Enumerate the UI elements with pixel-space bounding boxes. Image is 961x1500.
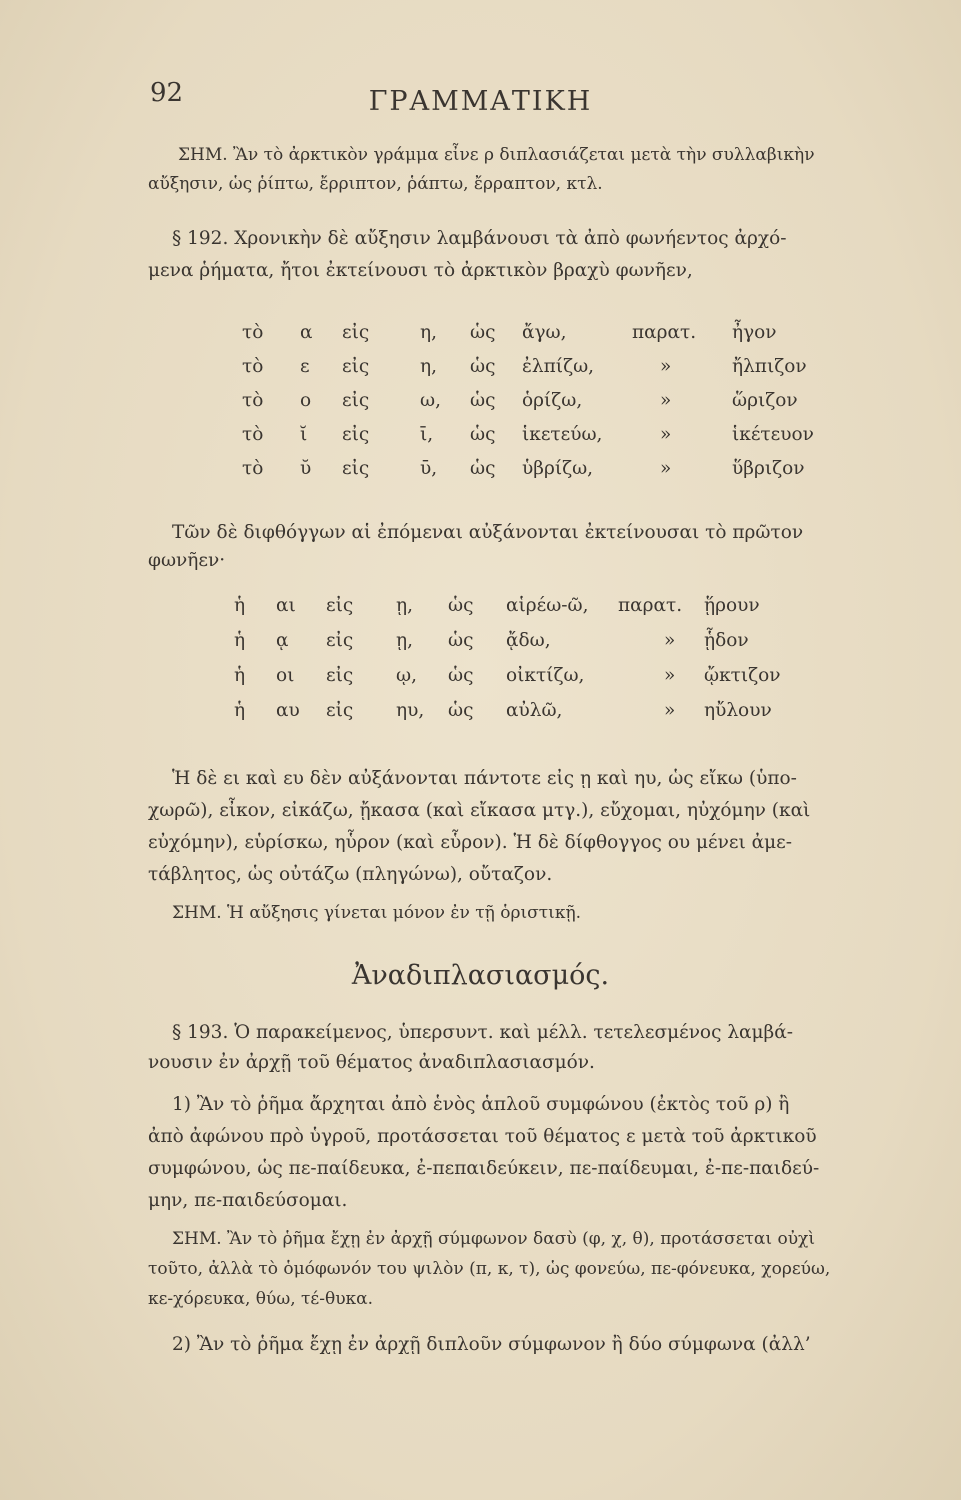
- note-1-line-2: αὔξησιν, ὡς ῥίπτω, ἔρριπτον, ῥάπτω, ἔρραπτον, κτλ.: [148, 174, 603, 194]
- note-3-line-2: τοῦτο, ἀλλὰ τὸ ὁμόφωνόν του ψιλὸν (π, κ, τ), ὡς φονεύω, πε-φόνευκα, χορεύω,: [148, 1259, 831, 1279]
- section-193-line-2: νουσιν ἐν ἀρχῇ τοῦ θέματος ἀναδιπλασιασμόν.: [148, 1052, 595, 1073]
- paragraph-ei-line-3: εὐχόμην), εὑρίσκω, ηὗρον (καὶ εὗρον). Ἡ δὲ δίφθογγος ου μένει ἀμε-: [148, 832, 792, 853]
- item-1-line-2: ἀπὸ ἀφώνου πρὸ ὑγροῦ, προτάσσεται τοῦ θέματος ε μετὰ τοῦ ἀρκτικοῦ: [148, 1126, 817, 1147]
- item-1-line-1: 1) Ἂν τὸ ῥῆμα ἄρχηται ἀπὸ ἑνὸς ἁπλοῦ συμφώνου (ἐκτὸς τοῦ ρ) ἢ: [172, 1094, 790, 1115]
- note-3-line-3: κε-χόρευκα, θύω, τέ-θυκα.: [148, 1289, 374, 1309]
- section-193-line-1: § 193. Ὁ παρακείμενος, ὑπερσυντ. καὶ μέλλ. τετελεσμένος λαμβά-: [172, 1022, 793, 1043]
- paragraph-ei-line-1: Ἡ δὲ ει καὶ ευ δὲν αὐξάνονται πάντοτε εἰς ῃ καὶ ηυ, ὡς εἴκω (ὑπο-: [172, 768, 797, 789]
- paragraph-ei-line-4: τάβλητος, ὡς οὐτάζω (πληγώνω), οὔταζον.: [148, 864, 553, 885]
- page-number: 92: [150, 78, 184, 108]
- diphthong-intro-line-2: φωνῆεν·: [148, 550, 226, 571]
- note-2: ΣΗΜ. Ἡ αὔξησις γίνεται μόνον ἐν τῇ ὁριστικῇ.: [172, 903, 582, 923]
- note-1-line-1: ΣΗΜ. Ἂν τὸ ἀρκτικὸν γράμμα εἶνε ρ διπλασιάζεται μετὰ τὴν συλλαβικὴν: [178, 145, 815, 165]
- book-page: 92 ΓΡΑΜΜΑΤΙΚΗ ΣΗΜ. Ἂν τὸ ἀρκτικὸν γράμμα εἶνε ρ διπλασιάζεται μετὰ τὴν συλλαβικὴν αὔξησιν, ὡς ῥίπτω, ἔρριπτον, ῥάπτω, ἔρραπτον, κτλ. § 192. Χρονικὴν δὲ αὔξησιν λαμβάνουσι τὰ ἀπὸ φωνήεντος ἀρχό- μενα ῥήματα, ἤτοι ἐκτείνουσι τὸ ἀρκτικὸν βραχὺ φωνῆεν, τὸ α εἰς η, ὡς ἄγω, παρατ. ἦγον τὸ ε εἰς η, ὡς ἐλπίζω, » ἤλπιζον τὸ ο εἰς ω, ὡς ὁρίζω, » ὥριζον τὸ ῐ εἰς ῑ, ὡς ἱκετεύω, » ἱκέτευον τὸ ῠ εἰς ῡ, ὡς ὑβρίζω, » ὕβριζον Τῶν δὲ διφθόγγων αἱ ἐπόμεναι αὐξάνονται ἐκτείνουσαι τὸ πρῶτον φωνῆεν· ἡ αι εἰς ῃ, ὡς αἱρέω-ῶ, παρατ. ᾕρουν ἡ ᾳ εἰς ῃ, ὡς ᾄδω, » ᾗδον ἡ οι εἰς ῳ, ὡς οἰκτίζω, » ᾤκτιζον ἡ αυ εἰς ηυ, ὡς αὐλῶ, » ηὔλουν Ἡ δὲ ει καὶ ευ δὲν αὐξάνονται πάντοτε εἰς ῃ καὶ ηυ, ὡς εἴκω (ὑπο- χωρῶ), εἶκον, εἰκάζω, ᾔκασα (καὶ εἴκασα μτγ.), εὔχομαι, ηὐχόμην (καὶ εὐχόμην), εὑρίσκω, ηὗρον (καὶ εὗρον). Ἡ δὲ δίφθογγος ου μένει ἀμε- τάβλητος, ὡς οὐτάζω (πληγώνω), οὔταζον. ΣΗΜ. Ἡ αὔξησις γίνεται μόνον ἐν τῇ ὁριστικῇ. Ἀναδιπλασιασμός. § 193. Ὁ παρακείμενος, ὑπερσυντ. καὶ μέλλ. τετελεσμένος λαμβά- νουσιν ἐν ἀρχῇ τοῦ θέματος ἀναδιπλασιασμόν. 1) Ἂν τὸ ῥῆμα ἄρχηται ἀπὸ ἑνὸς ἁπλοῦ συμφώνου (ἐκτὸς τοῦ ρ) ἢ ἀπὸ ἀφώνου πρὸ ὑγροῦ, προτάσσεται τοῦ θέματος ε μετὰ τοῦ ἀρκτικοῦ συμφώνου, ὡς πε-παίδευκα, ἐ-πεπαιδεύκειν, πε-παίδευμαι, ἐ-πε-παιδεύ- μην, πε-παιδεύσομαι. ΣΗΜ. Ἂν τὸ ῥῆμα ἔχῃ ἐν ἀρχῇ σύμφωνον δασὺ (φ, χ, θ), προτάσσεται οὐχὶ τοῦτο, ἀλλὰ τὸ ὁμόφωνόν του ψιλὸν (π, κ, τ), ὡς φονεύω, πε-φόνευκα, χορεύω, κε-χόρευκα, θύω, τέ-θυκα. 2) Ἂν τὸ ῥῆμα ἔχῃ ἐν ἀρχῇ διπλοῦν σύμφωνον ἢ δύο σύμφωνα (ἀλλ’: [0, 0, 961, 1500]
- running-title: ΓΡΑΜΜΑΤΙΚΗ: [368, 86, 593, 117]
- item-2-line-1: 2) Ἂν τὸ ῥῆμα ἔχῃ ἐν ἀρχῇ διπλοῦν σύμφωνον ἢ δύο σύμφωνα (ἀλλ’: [172, 1334, 811, 1355]
- section-192-line-1: § 192. Χρονικὴν δὲ αὔξησιν λαμβάνουσι τὰ ἀπὸ φωνήεντος ἀρχό-: [172, 228, 787, 249]
- section-heading: Ἀναδιπλασιασμός.: [351, 960, 610, 991]
- item-1-line-4: μην, πε-παιδεύσομαι.: [148, 1190, 348, 1211]
- section-192-line-2: μενα ῥήματα, ἤτοι ἐκτείνουσι τὸ ἀρκτικὸν βραχὺ φωνῆεν,: [148, 260, 693, 281]
- diphthong-intro-line-1: Τῶν δὲ διφθόγγων αἱ ἐπόμεναι αὐξάνονται ἐκτείνουσαι τὸ πρῶτον: [172, 522, 804, 543]
- note-3-line-1: ΣΗΜ. Ἂν τὸ ῥῆμα ἔχῃ ἐν ἀρχῇ σύμφωνον δασὺ (φ, χ, θ), προτάσσεται οὐχὶ: [172, 1229, 815, 1249]
- paragraph-ei-line-2: χωρῶ), εἶκον, εἰκάζω, ᾔκασα (καὶ εἴκασα μτγ.), εὔχομαι, ηὐχόμην (καὶ: [148, 800, 811, 821]
- item-1-line-3: συμφώνου, ὡς πε-παίδευκα, ἐ-πεπαιδεύκειν, πε-παίδευμαι, ἐ-πε-παιδεύ-: [148, 1158, 820, 1179]
